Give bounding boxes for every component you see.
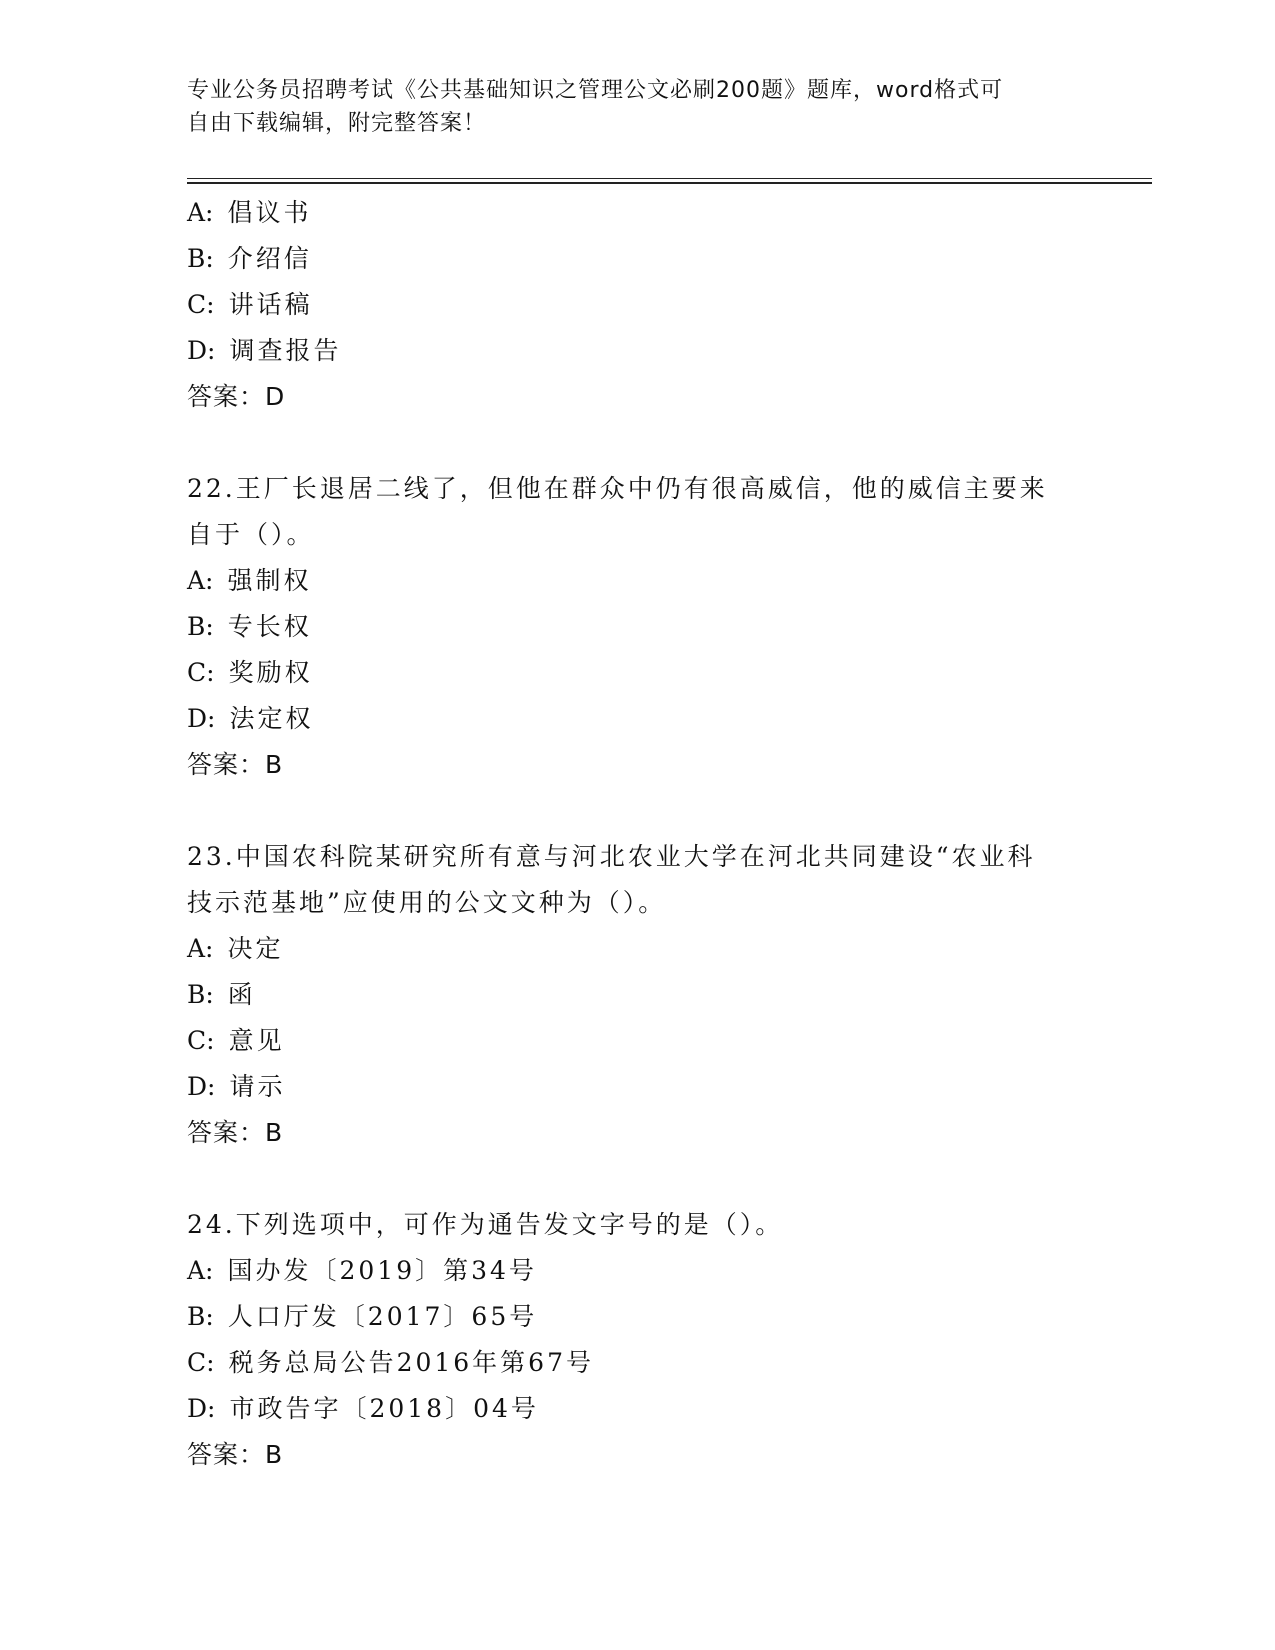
option-a: A: 国办发〔2019〕第34号	[187, 1256, 537, 1285]
option-b: B: 人口厅发〔2017〕65号	[187, 1302, 538, 1331]
header-line-1: 专业公务员招聘考试《公共基础知识之管理公文必刷200题》题库，word格式可	[187, 78, 1004, 103]
question-spacer	[187, 1156, 1087, 1202]
answer-line: 答案：B	[187, 1440, 284, 1469]
question-24	[187, 1202, 1087, 1478]
question-text: 22.王厂长退居二线了，但他在群众中仍有很高威信，他的威信主要来	[187, 474, 1048, 503]
option-b: B: 介绍信	[187, 244, 312, 273]
option-c: C: 税务总局公告2016年第67号	[187, 1348, 594, 1377]
option-b: B: 函	[187, 980, 256, 1009]
question-23	[187, 834, 1087, 1156]
question-21	[187, 190, 1087, 420]
question-22	[187, 466, 1087, 788]
option-a: A: 强制权	[187, 566, 312, 595]
option-c: C: 奖励权	[187, 658, 313, 687]
question-text-continued: 自于（）。	[187, 520, 315, 549]
header-divider-thick	[187, 182, 1152, 184]
document-header	[187, 74, 1087, 140]
question-text: 24.下列选项中，可作为通告发文字号的是（）。	[187, 1210, 784, 1239]
option-a: A: 决定	[187, 934, 284, 963]
answer-line: 答案：B	[187, 1118, 284, 1147]
question-list	[187, 190, 1087, 1478]
option-d: D: 市政告字〔2018〕04号	[187, 1394, 539, 1423]
header-line-2: 自由下载编辑，附完整答案！	[187, 111, 487, 136]
option-c: C: 讲话稿	[187, 290, 313, 319]
option-d: D: 请示	[187, 1072, 286, 1101]
answer-line: 答案：B	[187, 750, 284, 779]
question-spacer	[187, 788, 1087, 834]
question-text-continued: 技示范基地”应使用的公文文种为（）。	[187, 888, 667, 917]
answer-line: 答案：D	[187, 382, 286, 411]
question-text: 23.中国农科院某研究所有意与河北农业大学在河北共同建设“农业科	[187, 842, 1036, 871]
option-b: B: 专长权	[187, 612, 312, 641]
option-d: D: 调查报告	[187, 336, 342, 365]
question-spacer	[187, 420, 1087, 466]
option-d: D: 法定权	[187, 704, 314, 733]
option-c: C: 意见	[187, 1026, 285, 1055]
option-a: A: 倡议书	[187, 198, 312, 227]
header-divider-thin	[187, 178, 1152, 179]
